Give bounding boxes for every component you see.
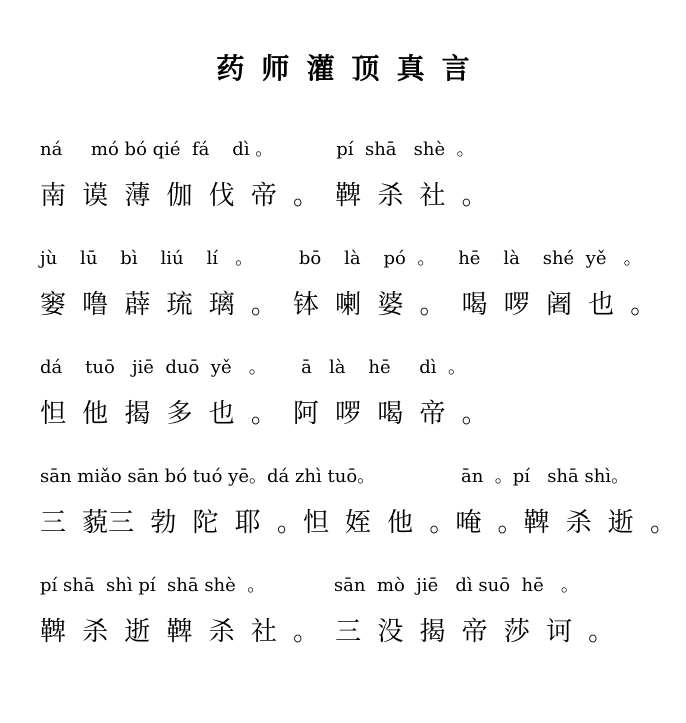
- hanzi-line: 窭 噜 薜 琉 璃 。 钵 喇 婆 。 喝 啰 阇 也 。: [40, 290, 657, 320]
- pinyin-line: jù lū bì liú lí 。 bō là pó 。 hē là shé yě 。: [40, 248, 642, 269]
- hanzi-line: 三 藐三 勃 陀 耶 。怛 姪 他 。唵 。鞞 杀 逝 。: [40, 508, 676, 538]
- mantra-title: 药 师 灌 顶 真 言: [216, 52, 470, 85]
- hanzi-line: 南 谟 薄 伽 伐 帝 。 鞞 杀 社 。: [40, 181, 488, 211]
- verse-block: [40, 247, 686, 327]
- hanzi-line: 鞞 杀 逝 鞞 杀 社 。 三 没 揭 帝 莎 诃 。: [40, 617, 615, 647]
- pinyin-line: sān miǎo sān bó tuó yē。dá zhì tuō。 ān 。pí shā shì。: [40, 466, 630, 487]
- pinyin-line: dá tuō jiē duō yě 。 ā là hē dì 。: [40, 357, 466, 378]
- verse-block: [40, 574, 686, 654]
- verse-block: [40, 465, 686, 545]
- hanzi-line: 怛 他 揭 多 也 。 阿 啰 喝 帝 。: [40, 399, 488, 429]
- pinyin-line: ná mó bó qié fá dì 。 pí shā shè 。: [40, 139, 475, 160]
- verse-block: [40, 356, 686, 436]
- pinyin-line: pí shā shì pí shā shè 。 sān mò jiē dì suō hē 。: [40, 575, 579, 596]
- verse-block: [40, 138, 686, 218]
